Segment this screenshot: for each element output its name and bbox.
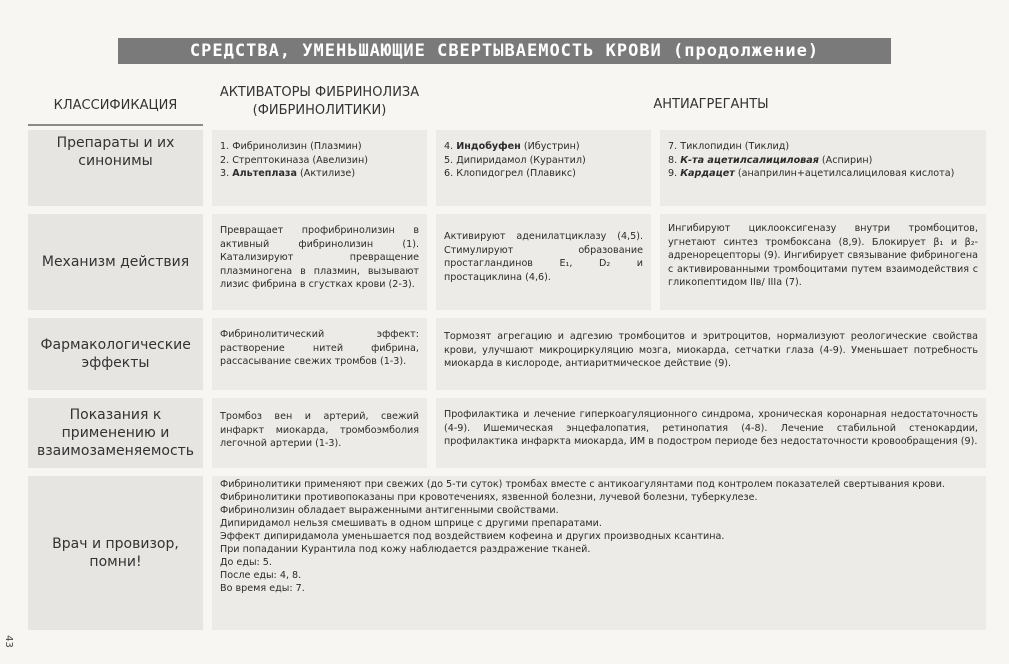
header-fibrinolytics	[212, 84, 427, 124]
header-divider	[28, 124, 203, 126]
drug-item: 1. Фибринолизин (Плазмин)	[220, 141, 362, 152]
indications-anti-text: Профилактика и лечение гиперкоагуляционного синдрома, хроническая коронарная недостаточность (4-9). Ишемическая энцефалопатия, ретинопатия (4-8). Лечение стабильной стенокардии, профилактика инфаркта миокарда, ИМ в подостром периоде без недостаточности кровообращения (9).	[444, 409, 978, 447]
drug-item: 3. Альтеплаза (Актилизе)	[220, 168, 356, 179]
indications-fib-text: Тромбоз вен и артерий, свежий инфаркт миокарда, тромбоэмболия легочной артерии (1-3).	[220, 411, 419, 449]
mechanism-antiaggregants-1	[436, 214, 651, 310]
note-line: Дипиридамол нельзя смешивать в одном шприце с другими препаратами.	[220, 518, 602, 529]
mechanism-fib-text: Превращает профибринолизин в активный фибринолизин (1). Катализируют превращение плазминогена в плазмин, вызывают лизис фибрина в сгустках крови (2-3).	[220, 225, 419, 290]
indications-antiaggregants	[436, 398, 986, 468]
pharmacology-anti-text: Тормозят агрегацию и адгезию тромбоцитов и эритроцитов, нормализуют реологические свойства крови, улучшают микроциркуляцию мозга, миокарда, сетчатки глаза (4-9). Уменьшает потребность миокарда в кислороде, антиаритмическое действие (9).	[444, 331, 978, 369]
note-line: Во время еды: 7.	[220, 583, 305, 594]
drugs-antiaggregants-2	[660, 130, 986, 206]
drugs-antiaggregants-1	[436, 130, 651, 206]
row-label-remember-text: Врач и провизор, помни!	[52, 536, 179, 570]
drug-item: 6. Клопидогрел (Плавикс)	[444, 168, 576, 179]
note-line: Фибринолитики противопоказаны при кровотечениях, язвенной болезни, лучевой болезни, туберкулезе.	[220, 492, 758, 503]
mechanism-fibrinolytics	[212, 214, 427, 310]
row-label-drugs	[28, 130, 203, 206]
pharmacology-antiaggregants	[436, 318, 986, 390]
mechanism-anti1-text: Активируют аденилатциклазу (4,5). Стимулируют образование простагландинов E₁, D₂ и простациклина (4,6).	[444, 231, 643, 283]
row-label-mechanism	[28, 214, 203, 310]
note-line: При попадании Курантила под кожу наблюдается раздражение тканей.	[220, 544, 591, 555]
drug-item: 7. Тиклопидин (Тиклид)	[668, 141, 790, 152]
row-label-indications-text: Показания к применению и взаимозаменяемость	[36, 407, 195, 459]
header-fibrinolytics-line1: АКТИВАТОРЫ ФИБРИНОЛИЗА	[219, 85, 420, 100]
row-label-pharmacology	[28, 318, 203, 390]
header-fibrinolytics-line2: (ФИБРИНОЛИТИКИ)	[252, 103, 387, 118]
note-line: Фибринолизин обладает выраженными антигенными свойствами.	[220, 505, 559, 516]
remember-notes	[212, 476, 986, 630]
indications-fibrinolytics	[212, 398, 427, 468]
mechanism-antiaggregants-2	[660, 214, 986, 310]
mechanism-anti2-text: Ингибируют циклооксигеназу внутри тромбоцитов, угнетают синтез тромбоксана (8,9). Блокирует β₁ и β₂-адренорецепторы (9). Ингибирует связывание фибриногена с активированными тромбоцитами путем взаимодействия с гликопептидом IIв/ IIIa (7).	[668, 223, 978, 288]
header-classification	[28, 88, 203, 122]
drug-item: 9. Кардацет (анаприлин+ацетилсалициловая кислота)	[668, 168, 955, 179]
row-label-pharmacology-text: Фармакологические эффекты	[40, 337, 191, 371]
row-label-indications	[28, 398, 203, 468]
drugs-fibrinolytics	[212, 130, 427, 206]
note-line: После еды: 4, 8.	[220, 570, 302, 581]
header-antiaggregants-text: АНТИАГРЕГАНТЫ	[653, 96, 769, 112]
note-line: Фибринолитики применяют при свежих (до 5-ти суток) тромбах вместе с антикоагулянтами под контролем показателей свертывания крови.	[220, 479, 945, 490]
drug-item: 4. Индобуфен (Ибустрин)	[444, 141, 580, 152]
row-label-drugs-text: Препараты и их синонимы	[56, 135, 175, 169]
drug-item: 8. К-та ацетилсалициловая (Аспирин)	[668, 154, 873, 166]
page-number: 43	[2, 635, 14, 648]
row-label-remember	[28, 476, 203, 630]
drug-item: 2. Стрептокиназа (Авелизин)	[220, 154, 369, 166]
row-label-mechanism-text: Механизм действия	[41, 254, 190, 270]
drug-item: 5. Дипиридамол (Курантил)	[444, 154, 586, 166]
note-line: Эффект дипиридамола уменьшается под воздействием кофеина и других производных ксантина.	[220, 531, 725, 542]
note-line: До еды: 5.	[220, 557, 272, 568]
pharmacology-fibrinolytics	[212, 318, 427, 390]
page-title: СРЕДСТВА, УМЕНЬШАЮЩИЕ СВЕРТЫВАЕМОСТЬ КРОВИ (продолжение)	[118, 38, 891, 64]
pharmacology-fib-text: Фибринолитический эффект: растворение нитей фибрина, рассасывание свежих тромбов (1-3).	[220, 329, 419, 367]
header-antiaggregants	[436, 84, 986, 124]
header-classification-text: КЛАССИФИКАЦИЯ	[53, 97, 178, 113]
